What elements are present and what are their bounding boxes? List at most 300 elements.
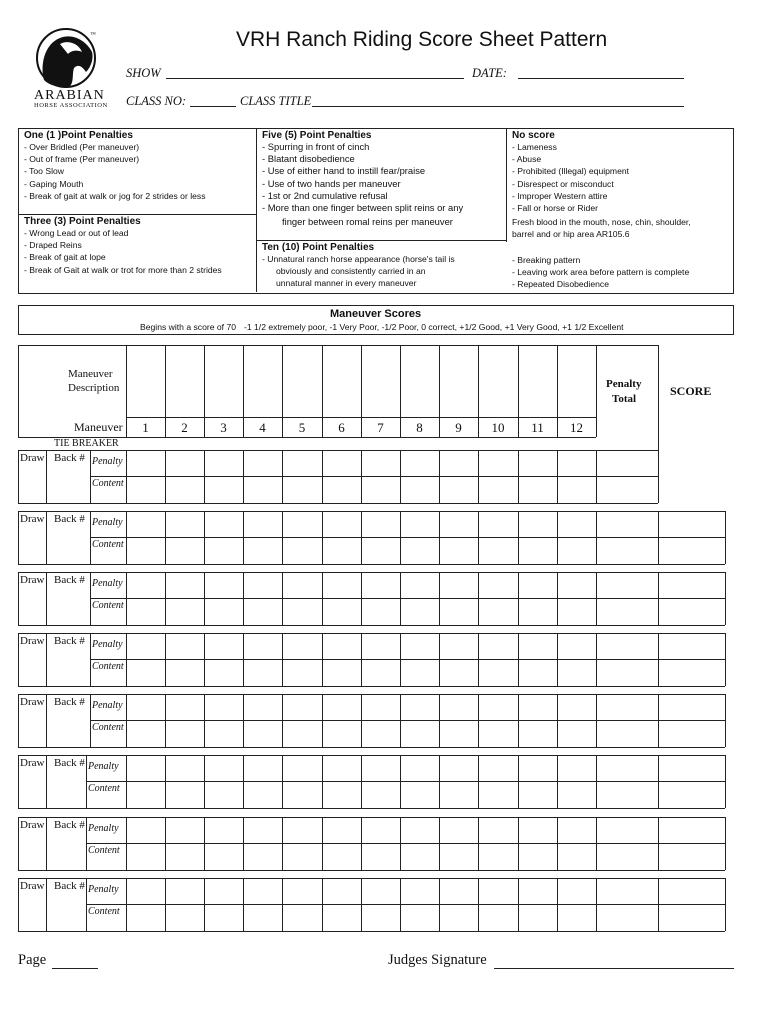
content-score-cell[interactable] (659, 782, 732, 807)
content-score-cell[interactable] (166, 905, 204, 930)
header-number-line (126, 417, 596, 418)
content-score-cell[interactable] (659, 477, 732, 502)
penalty-score-cell[interactable] (558, 879, 596, 904)
penalty-score-cell[interactable] (127, 756, 165, 781)
maneuver-number: 7 (377, 420, 384, 435)
penalty-score-cell[interactable] (362, 695, 400, 720)
penalty-score-cell[interactable] (166, 573, 204, 598)
penalty-score-cell[interactable] (166, 512, 204, 537)
content-score-cell[interactable] (166, 844, 204, 869)
content-score-cell[interactable] (597, 477, 658, 502)
penalty-score-cell[interactable] (558, 451, 596, 476)
content-score-cell[interactable] (205, 599, 243, 624)
one-point-heading: One (1 )Point Penalties (24, 130, 133, 141)
content-score-cell[interactable] (323, 660, 361, 685)
penalties-divider-4 (256, 240, 506, 241)
content-score-cell[interactable] (519, 905, 557, 930)
maneuver-number: 3 (220, 420, 227, 435)
penalty-score-cell[interactable] (558, 818, 596, 843)
penalty-score-cell[interactable] (205, 634, 243, 659)
row-draw-divider (46, 878, 47, 931)
content-score-cell[interactable] (558, 660, 596, 685)
penalty-score-cell[interactable] (323, 512, 361, 537)
content-score-cell[interactable] (362, 538, 400, 563)
content-score-cell[interactable] (283, 477, 322, 502)
content-score-cell[interactable] (362, 477, 400, 502)
penalty-score-cell[interactable] (479, 879, 518, 904)
penalty-score-cell[interactable] (519, 818, 557, 843)
row-left-line (18, 511, 19, 564)
three-point-item: - Break of Gait at walk or trot for more than 2 strides (24, 264, 222, 275)
ten-point-item: obviously and consistently carried in an (276, 266, 426, 277)
one-point-item: - Over Bridled (Per maneuver) (24, 142, 140, 152)
content-score-cell[interactable] (127, 660, 165, 685)
penalty-score-cell[interactable] (659, 695, 732, 720)
one-point-item: - Break of gait at walk or jog for 2 strides or less (24, 190, 206, 201)
penalty-score-cell[interactable] (323, 573, 361, 598)
penalty-score-cell[interactable] (127, 818, 165, 843)
content-score-cell[interactable] (283, 782, 322, 807)
content-score-cell[interactable] (597, 538, 658, 563)
content-score-cell[interactable] (166, 721, 204, 746)
penalty-score-cell[interactable] (558, 634, 596, 659)
content-score-cell[interactable] (244, 905, 282, 930)
penalty-score-cell[interactable] (558, 695, 596, 720)
penalty-score-cell[interactable] (283, 451, 322, 476)
class-no-field[interactable] (190, 106, 236, 107)
content-score-cell[interactable] (401, 477, 439, 502)
content-score-cell[interactable] (401, 660, 439, 685)
no-score-item: - Leaving work area before pattern is complete (512, 267, 690, 278)
penalty-score-cell[interactable] (401, 634, 439, 659)
content-score-cell[interactable] (244, 599, 282, 624)
content-score-cell[interactable] (166, 782, 204, 807)
content-score-cell[interactable] (597, 844, 658, 869)
content-score-cell[interactable] (519, 721, 557, 746)
no-score-item: - Improper Western attire (512, 190, 608, 201)
content-score-cell[interactable] (362, 599, 400, 624)
penalty-score-cell[interactable] (323, 451, 361, 476)
penalty-score-cell[interactable] (597, 573, 658, 598)
content-score-cell[interactable] (558, 844, 596, 869)
penalty-score-cell[interactable] (205, 512, 243, 537)
content-score-cell[interactable] (127, 721, 165, 746)
content-score-cell[interactable] (362, 721, 400, 746)
penalty-score-cell[interactable] (558, 573, 596, 598)
penalty-score-cell[interactable] (659, 879, 732, 904)
class-title-field[interactable] (312, 106, 684, 107)
penalty-score-cell[interactable] (440, 695, 478, 720)
penalty-score-cell[interactable] (659, 756, 732, 781)
content-score-cell[interactable] (323, 905, 361, 930)
penalty-score-cell[interactable] (440, 756, 478, 781)
no-score-penalties (512, 130, 691, 241)
content-score-cell[interactable] (659, 905, 732, 930)
content-score-cell[interactable] (558, 599, 596, 624)
maneuver-number: 2 (181, 420, 188, 435)
row-left-line (18, 755, 19, 808)
penalty-score-cell[interactable] (479, 818, 518, 843)
one-point-item: - Out of frame (Per maneuver) (24, 154, 140, 165)
content-score-cell[interactable] (362, 905, 400, 930)
content-score-cell[interactable] (597, 660, 658, 685)
row-bottom-line (18, 931, 725, 932)
content-score-cell[interactable] (244, 782, 282, 807)
content-score-cell[interactable] (519, 477, 557, 502)
content-score-cell[interactable] (244, 660, 282, 685)
class-title-label: CLASS TITLE (240, 94, 312, 108)
content-score-cell[interactable] (244, 477, 282, 502)
content-score-cell[interactable] (323, 538, 361, 563)
penalty-score-cell[interactable] (440, 573, 478, 598)
penalty-score-cell[interactable] (205, 451, 243, 476)
penalty-score-cell[interactable] (323, 634, 361, 659)
penalty-score-cell[interactable] (362, 634, 400, 659)
penalty-score-cell[interactable] (205, 879, 243, 904)
penalty-score-cell[interactable] (597, 512, 658, 537)
penalty-score-cell[interactable] (479, 695, 518, 720)
penalty-score-cell[interactable] (659, 573, 732, 598)
row-draw-divider (46, 450, 47, 503)
penalty-score-cell[interactable] (283, 512, 322, 537)
maneuver-number: 5 (298, 420, 306, 435)
content-score-cell[interactable] (362, 660, 400, 685)
penalty-score-cell[interactable] (479, 512, 518, 537)
penalty-score-cell[interactable] (401, 818, 439, 843)
penalty-score-cell[interactable] (659, 512, 732, 537)
content-score-cell[interactable] (558, 905, 596, 930)
content-score-cell[interactable] (166, 599, 204, 624)
content-score-cell[interactable] (597, 905, 658, 930)
penalty-score-cell[interactable] (244, 573, 282, 598)
content-score-cell[interactable] (440, 538, 478, 563)
content-score-cell[interactable] (519, 660, 557, 685)
penalty-score-cell[interactable] (519, 573, 557, 598)
penalty-score-cell[interactable] (440, 879, 478, 904)
page-title: VRH Ranch Riding Score Sheet Pattern (236, 28, 608, 51)
content-score-cell[interactable] (597, 599, 658, 624)
content-score-cell[interactable] (659, 844, 732, 869)
penalty-score-cell[interactable] (283, 879, 322, 904)
content-score-cell[interactable] (558, 721, 596, 746)
five-point-penalties (262, 130, 463, 228)
penalty-score-cell[interactable] (127, 695, 165, 720)
penalty-score-cell[interactable] (205, 573, 243, 598)
penalty-score-cell[interactable] (362, 512, 400, 537)
row-bottom-line (18, 870, 725, 871)
page-field[interactable] (52, 968, 98, 969)
penalty-score-cell[interactable] (440, 634, 478, 659)
penalty-score-cell[interactable] (244, 879, 282, 904)
penalty-score-cell[interactable] (166, 634, 204, 659)
content-score-cell[interactable] (283, 599, 322, 624)
three-point-heading: Three (3) Point Penalties (24, 216, 141, 227)
content-score-cell[interactable] (283, 538, 322, 563)
penalty-score-cell[interactable] (166, 879, 204, 904)
content-score-cell[interactable] (401, 905, 439, 930)
show-label: SHOW (126, 66, 161, 80)
content-score-cell[interactable] (166, 477, 204, 502)
penalty-score-cell[interactable] (127, 512, 165, 537)
content-score-cell[interactable] (127, 844, 165, 869)
penalty-score-cell[interactable] (440, 451, 478, 476)
maneuver-scores-begins: Begins with a score of 70 (140, 322, 237, 332)
content-score-cell[interactable] (479, 477, 518, 502)
content-score-cell[interactable] (205, 477, 243, 502)
penalty-score-cell[interactable] (244, 451, 282, 476)
penalty-score-cell[interactable] (166, 756, 204, 781)
row-bottom-line (18, 808, 725, 809)
row-draw-divider (46, 572, 47, 625)
row-left-line (18, 694, 19, 747)
content-score-cell[interactable] (440, 721, 478, 746)
penalty-score-cell[interactable] (479, 634, 518, 659)
penalty-score-cell[interactable] (479, 756, 518, 781)
row-left-line (18, 878, 19, 931)
penalty-score-cell[interactable] (401, 879, 439, 904)
penalty-score-cell[interactable] (244, 756, 282, 781)
content-score-cell[interactable] (244, 538, 282, 563)
content-score-cell[interactable] (205, 782, 243, 807)
penalty-score-cell[interactable] (244, 818, 282, 843)
draw-label: Draw (20, 757, 45, 769)
penalty-score-cell[interactable] (519, 879, 557, 904)
content-score-cell[interactable] (659, 538, 732, 563)
penalty-score-cell[interactable] (127, 879, 165, 904)
no-score-heading: No score (512, 130, 555, 141)
draw-label: Draw (20, 880, 45, 892)
penalty-score-cell[interactable] (659, 451, 732, 476)
penalty-row-label: Penalty (88, 884, 119, 895)
penalty-score-cell[interactable] (440, 818, 478, 843)
penalty-score-cell[interactable] (401, 512, 439, 537)
content-score-cell[interactable] (440, 477, 478, 502)
five-point-item: - Spurring in front of cinch (262, 141, 370, 152)
show-field[interactable] (166, 78, 464, 79)
five-point-item: finger between romal reins per maneuver (282, 216, 453, 228)
content-score-cell[interactable] (323, 782, 361, 807)
penalty-total-label-2: Total (612, 393, 637, 405)
content-score-cell[interactable] (362, 844, 400, 869)
content-score-cell[interactable] (479, 844, 518, 869)
penalty-score-cell[interactable] (323, 879, 361, 904)
content-score-cell[interactable] (519, 599, 557, 624)
content-score-cell[interactable] (205, 721, 243, 746)
maneuver-description-label-1: Maneuver (68, 368, 113, 380)
content-score-cell[interactable] (401, 599, 439, 624)
content-score-cell[interactable] (558, 477, 596, 502)
content-score-cell[interactable] (127, 538, 165, 563)
penalty-score-cell[interactable] (244, 695, 282, 720)
penalty-score-cell[interactable] (558, 756, 596, 781)
penalty-score-cell[interactable] (205, 756, 243, 781)
penalty-score-cell[interactable] (519, 451, 557, 476)
penalty-score-cell[interactable] (479, 573, 518, 598)
class-no-label: CLASS NO: (126, 94, 187, 108)
content-score-cell[interactable] (519, 844, 557, 869)
date-field[interactable] (518, 78, 684, 79)
penalty-score-cell[interactable] (519, 512, 557, 537)
content-score-cell[interactable] (479, 905, 518, 930)
content-score-cell[interactable] (205, 844, 243, 869)
content-score-cell[interactable] (440, 599, 478, 624)
back-number-label: Back # (54, 757, 85, 769)
content-score-cell[interactable] (479, 599, 518, 624)
penalty-score-cell[interactable] (401, 573, 439, 598)
penalty-score-cell[interactable] (597, 695, 658, 720)
content-score-cell[interactable] (479, 782, 518, 807)
penalty-score-cell[interactable] (597, 634, 658, 659)
content-score-cell[interactable] (597, 782, 658, 807)
content-score-cell[interactable] (323, 844, 361, 869)
content-score-cell[interactable] (519, 782, 557, 807)
maneuver-number: 10 (491, 420, 505, 435)
content-score-cell[interactable] (244, 721, 282, 746)
penalty-score-cell[interactable] (440, 512, 478, 537)
content-score-cell[interactable] (659, 660, 732, 685)
row-draw-divider (46, 511, 47, 564)
penalty-score-cell[interactable] (558, 512, 596, 537)
back-number-label: Back # (54, 819, 85, 831)
row-draw-divider (46, 694, 47, 747)
penalty-row-label: Penalty (92, 456, 123, 467)
content-score-cell[interactable] (659, 599, 732, 624)
content-score-cell[interactable] (166, 660, 204, 685)
penalty-score-cell[interactable] (283, 573, 322, 598)
ten-point-item: - Unnatural ranch horse appearance (horse's tail is (262, 254, 455, 264)
penalty-score-cell[interactable] (283, 818, 322, 843)
penalty-score-cell[interactable] (401, 756, 439, 781)
content-score-cell[interactable] (127, 782, 165, 807)
content-row-label: Content (92, 600, 124, 611)
penalties-divider-2 (506, 128, 507, 242)
penalty-score-cell[interactable] (362, 573, 400, 598)
three-point-item: - Draped Reins (24, 240, 82, 251)
content-score-cell[interactable] (205, 538, 243, 563)
no-score-item: barrel and or hip area AR105.6 (512, 229, 630, 240)
row-left-line (18, 633, 19, 686)
content-score-cell[interactable] (401, 844, 439, 869)
content-score-cell[interactable] (440, 660, 478, 685)
row-bottom-line (18, 503, 658, 504)
content-score-cell[interactable] (283, 905, 322, 930)
penalty-score-cell[interactable] (127, 451, 165, 476)
penalty-score-cell[interactable] (597, 756, 658, 781)
penalty-score-cell[interactable] (205, 695, 243, 720)
penalty-score-cell[interactable] (597, 818, 658, 843)
content-score-cell[interactable] (323, 721, 361, 746)
penalty-score-cell[interactable] (362, 818, 400, 843)
ten-point-item: unnatural manner in every maneuver (276, 278, 417, 289)
penalty-score-cell[interactable] (519, 634, 557, 659)
content-score-cell[interactable] (519, 538, 557, 563)
content-score-cell[interactable] (479, 721, 518, 746)
content-score-cell[interactable] (244, 844, 282, 869)
row-left-line (18, 817, 19, 870)
penalty-score-cell[interactable] (323, 818, 361, 843)
content-score-cell[interactable] (440, 844, 478, 869)
maneuver-number: 11 (531, 420, 544, 435)
row-bottom-line (18, 747, 725, 748)
content-score-cell[interactable] (283, 721, 322, 746)
penalty-score-cell[interactable] (283, 634, 322, 659)
penalty-score-cell[interactable] (519, 695, 557, 720)
header-top-line (18, 345, 658, 346)
content-score-cell[interactable] (205, 660, 243, 685)
penalty-score-cell[interactable] (127, 573, 165, 598)
content-row-label: Content (88, 783, 120, 794)
content-score-cell[interactable] (283, 660, 322, 685)
content-score-cell[interactable] (479, 538, 518, 563)
penalty-score-cell[interactable] (166, 695, 204, 720)
maneuver-scores-title: Maneuver Scores (330, 308, 422, 320)
penalty-score-cell[interactable] (659, 818, 732, 843)
content-score-cell[interactable] (323, 477, 361, 502)
content-score-cell[interactable] (597, 721, 658, 746)
content-score-cell[interactable] (558, 782, 596, 807)
three-point-item: - Break of gait at lope (24, 252, 106, 263)
penalty-score-cell[interactable] (283, 695, 322, 720)
back-number-label: Back # (54, 696, 85, 708)
penalty-score-cell[interactable] (244, 634, 282, 659)
content-score-cell[interactable] (205, 905, 243, 930)
penalty-score-cell[interactable] (283, 756, 322, 781)
content-score-cell[interactable] (283, 844, 322, 869)
penalty-score-cell[interactable] (323, 695, 361, 720)
content-score-cell[interactable] (127, 905, 165, 930)
penalty-score-cell[interactable] (362, 879, 400, 904)
content-score-cell[interactable] (659, 721, 732, 746)
penalty-score-cell[interactable] (597, 451, 658, 476)
content-score-cell[interactable] (558, 538, 596, 563)
content-score-cell[interactable] (127, 477, 165, 502)
penalty-score-cell[interactable] (519, 756, 557, 781)
content-score-cell[interactable] (479, 660, 518, 685)
five-point-heading: Five (5) Point Penalties (262, 130, 372, 141)
penalty-score-cell[interactable] (597, 879, 658, 904)
content-score-cell[interactable] (401, 782, 439, 807)
judges-signature-field[interactable] (494, 968, 734, 969)
content-score-cell[interactable] (323, 599, 361, 624)
row-bottom-line (18, 564, 725, 565)
penalty-score-cell[interactable] (127, 634, 165, 659)
back-number-label: Back # (54, 574, 85, 586)
penalty-score-cell[interactable] (479, 451, 518, 476)
content-score-cell[interactable] (127, 599, 165, 624)
no-score-item: - Abuse (512, 154, 542, 165)
penalty-score-cell[interactable] (166, 818, 204, 843)
content-score-cell[interactable] (440, 905, 478, 930)
content-score-cell[interactable] (401, 721, 439, 746)
penalty-score-cell[interactable] (166, 451, 204, 476)
content-score-cell[interactable] (166, 538, 204, 563)
penalty-score-cell[interactable] (323, 756, 361, 781)
content-score-cell[interactable] (401, 538, 439, 563)
penalty-total-label-1: Penalty (606, 378, 642, 390)
content-score-cell[interactable] (440, 782, 478, 807)
penalties-divider-1 (256, 128, 257, 292)
penalty-score-cell[interactable] (205, 818, 243, 843)
content-row-label: Content (92, 722, 124, 733)
penalty-score-cell[interactable] (362, 756, 400, 781)
row-bottom-line (18, 686, 725, 687)
penalty-score-cell[interactable] (659, 634, 732, 659)
content-score-cell[interactable] (362, 782, 400, 807)
penalty-score-cell[interactable] (401, 695, 439, 720)
penalty-score-cell[interactable] (244, 512, 282, 537)
penalty-score-cell[interactable] (362, 451, 400, 476)
penalty-score-cell[interactable] (401, 451, 439, 476)
